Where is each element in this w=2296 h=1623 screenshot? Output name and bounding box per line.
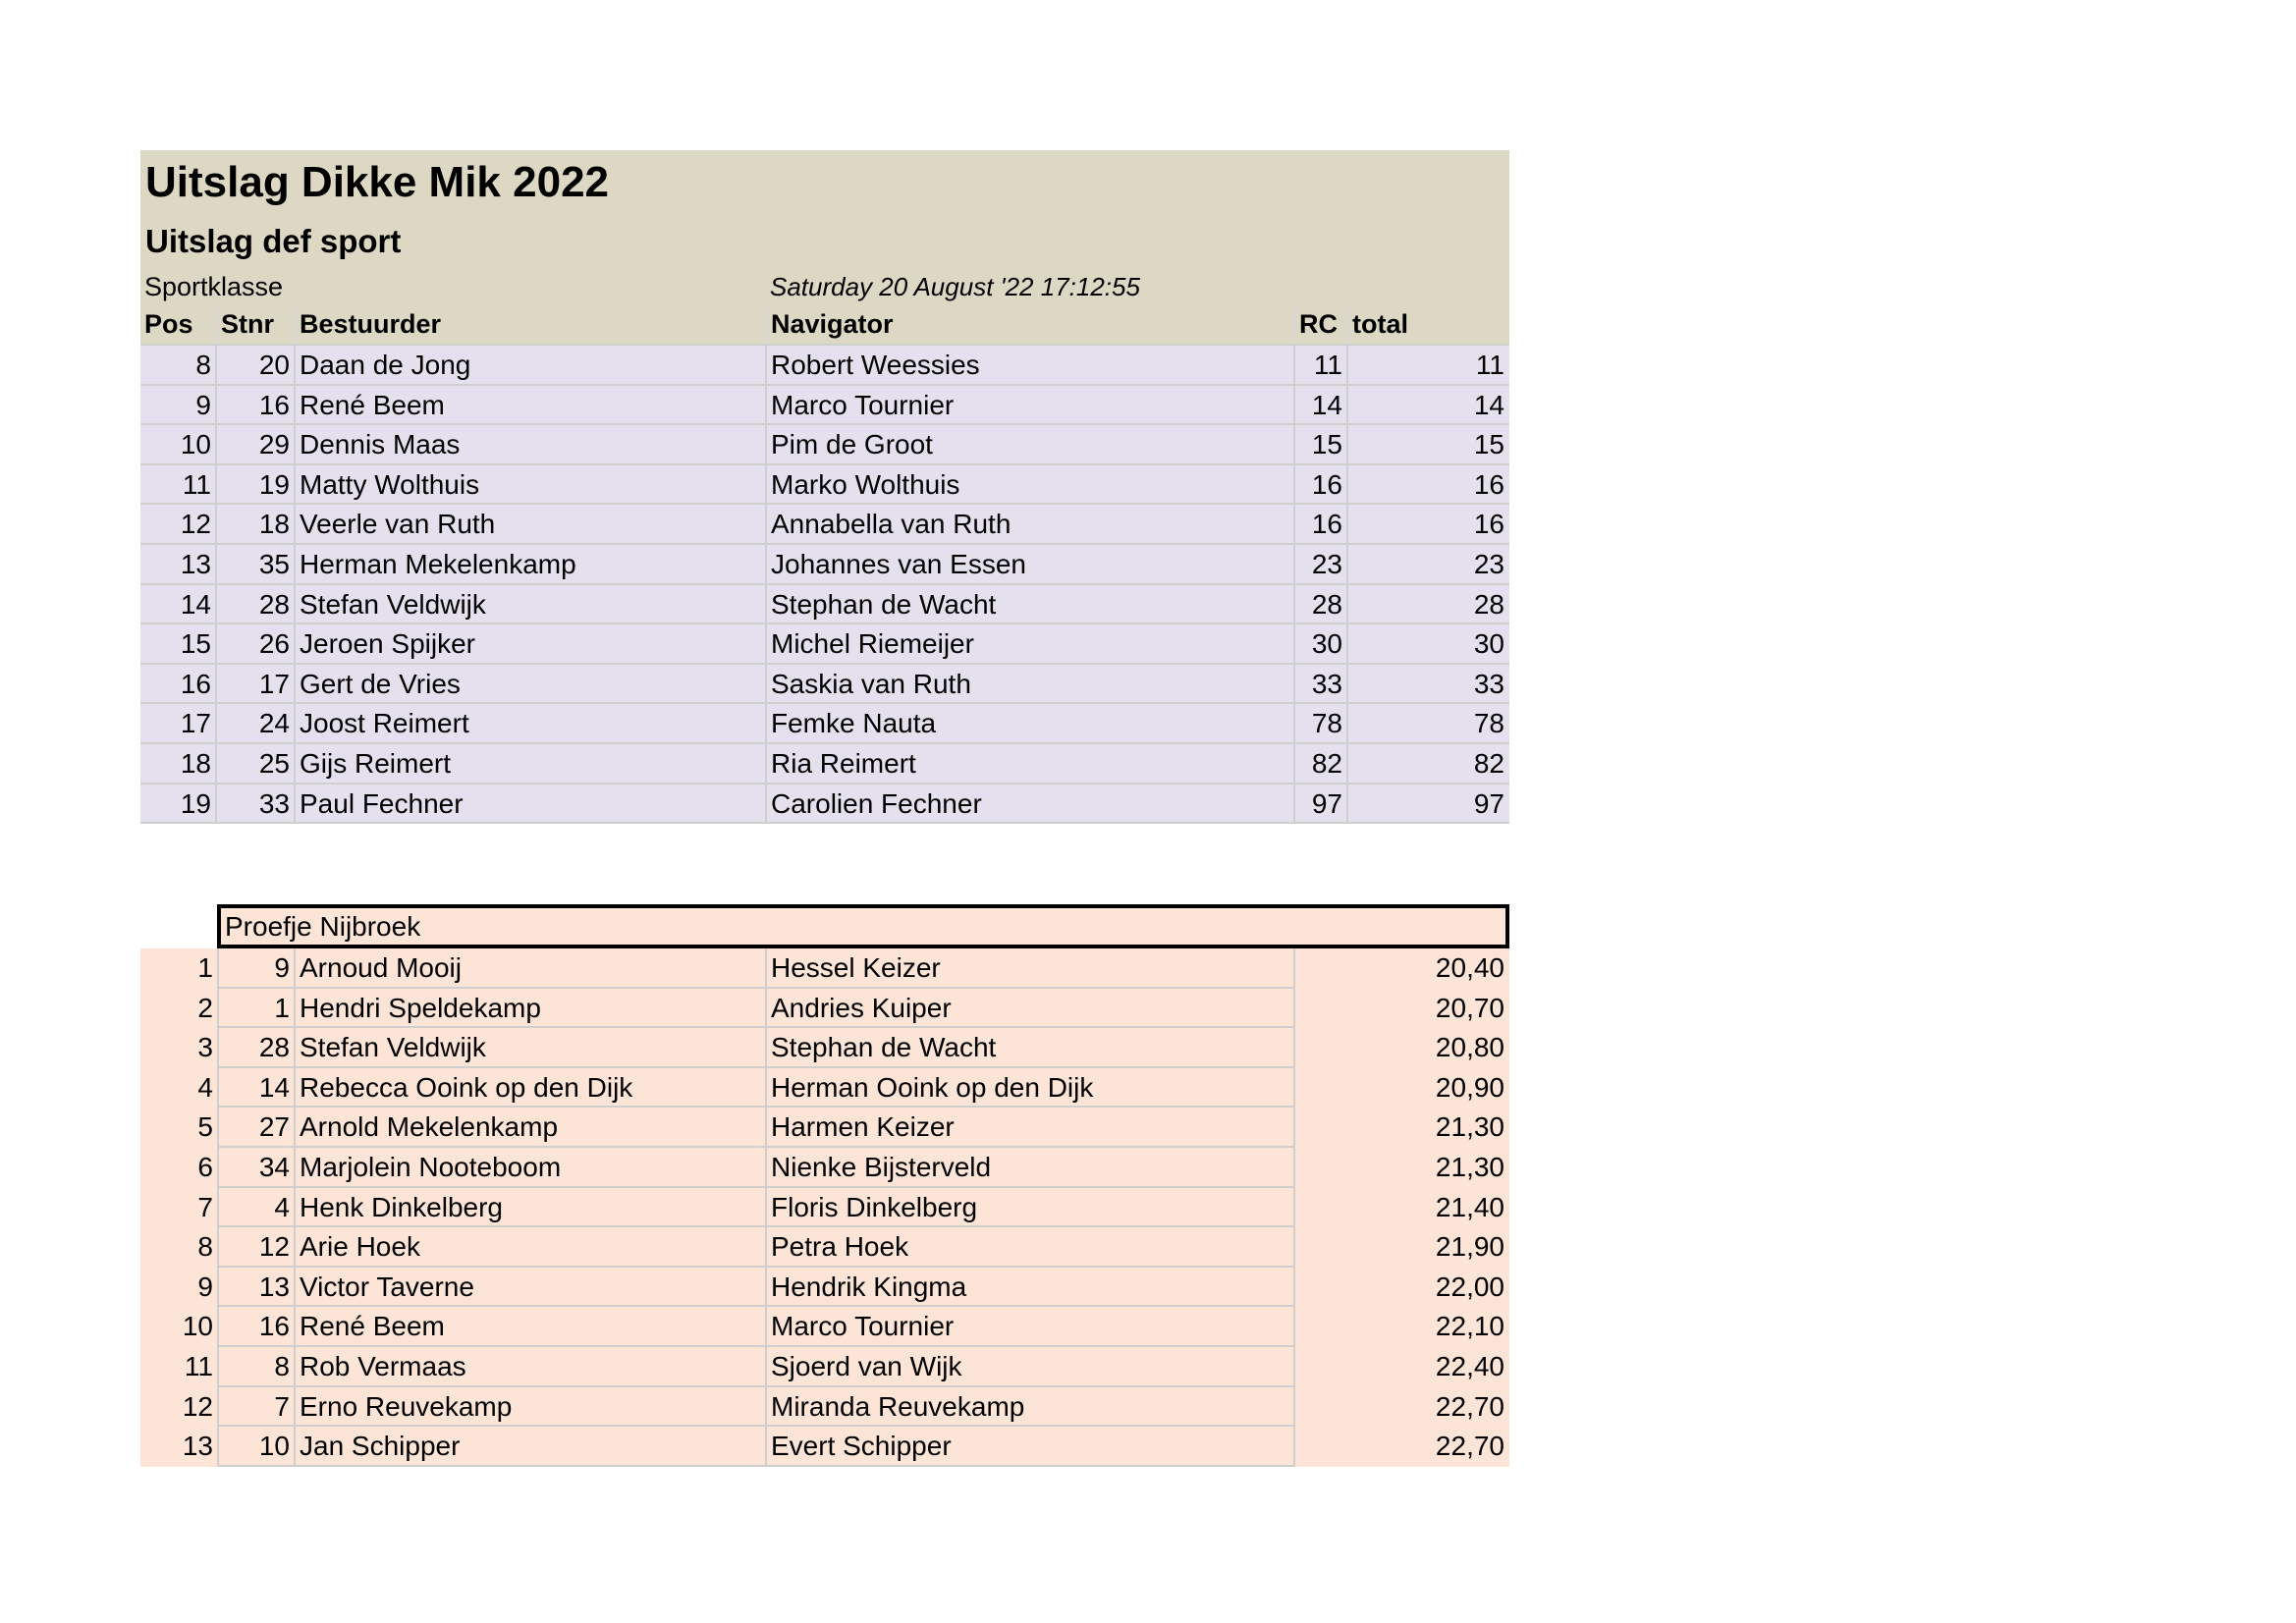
rc-cell: 28 (1295, 585, 1348, 623)
pos-cell: 7 (197, 1191, 213, 1222)
table1-body (140, 344, 1509, 824)
driver-cell: Jeroen Spijker (296, 624, 767, 663)
navigator-cell: Marco Tournier (767, 386, 1295, 424)
time-cell: 22,70 (1435, 1390, 1504, 1422)
table-row (140, 622, 1509, 663)
total-cell: 16 (1473, 509, 1504, 540)
driver-cell: Joost Reimert (296, 704, 767, 742)
total-cell: 15 (1473, 429, 1504, 460)
table-row (140, 1268, 1509, 1308)
table-row (140, 1068, 1509, 1109)
navigator-cell: Michel Riemeijer (767, 624, 1295, 663)
col-header-navigator: Navigator (767, 305, 1295, 344)
table-row (140, 1028, 1509, 1068)
total-cell: 33 (1473, 668, 1504, 699)
pos-cell: 1 (197, 952, 213, 983)
driver-cell: Gert de Vries (296, 665, 767, 703)
table-row (140, 663, 1509, 703)
col-header-driver: Bestuurder (296, 305, 767, 344)
col-header-pos: Pos (140, 305, 217, 344)
rc-cell: 78 (1295, 704, 1348, 742)
driver-cell: Stefan Veldwijk (296, 1028, 767, 1068)
rc-cell: 33 (1295, 665, 1348, 703)
driver-cell: Rob Vermaas (296, 1347, 767, 1387)
rc-cell: 23 (1295, 545, 1348, 583)
table-row (140, 1148, 1509, 1188)
stnr-cell: 19 (217, 465, 296, 504)
table2-body (140, 948, 1509, 1467)
table-row (140, 948, 1509, 989)
pos-cell: 10 (140, 425, 217, 463)
table-row (140, 1347, 1509, 1387)
driver-cell: Daan de Jong (296, 346, 767, 384)
rc-cell: 15 (1295, 425, 1348, 463)
total-cell: 11 (1475, 350, 1504, 380)
rc-cell: 82 (1295, 744, 1348, 783)
pos-cell: 18 (140, 744, 217, 783)
driver-cell: Jan Schipper (296, 1427, 767, 1467)
pos-cell: 4 (197, 1071, 213, 1103)
time-cell: 22,40 (1435, 1350, 1504, 1381)
navigator-cell: Johannes van Essen (767, 545, 1295, 583)
navigator-cell: Petra Hoek (767, 1227, 1295, 1268)
navigator-cell: Sjoerd van Wijk (767, 1347, 1295, 1387)
stnr-cell: 14 (217, 1068, 296, 1109)
table-row (140, 1108, 1509, 1148)
pos-cell: 12 (182, 1390, 213, 1422)
driver-cell: Paul Fechner (296, 784, 767, 823)
pos-cell: 9 (197, 1271, 213, 1302)
navigator-cell: Andries Kuiper (767, 989, 1295, 1029)
pos-cell: 8 (140, 346, 217, 384)
page-subtitle: Uitslag def sport (145, 223, 402, 259)
timestamp: Saturday 20 August '22 17:12:55 (770, 272, 1140, 301)
navigator-cell: Herman Ooink op den Dijk (767, 1068, 1295, 1109)
navigator-cell: Femke Nauta (767, 704, 1295, 742)
pos-cell: 12 (140, 505, 217, 543)
driver-cell: Gijs Reimert (296, 744, 767, 783)
pos-cell: 3 (197, 1032, 213, 1063)
section-proefje (140, 904, 1509, 1467)
table-row (140, 423, 1509, 463)
driver-cell: Arnoud Mooij (296, 948, 767, 989)
driver-cell: Erno Reuvekamp (296, 1387, 767, 1428)
table-row (140, 463, 1509, 504)
col-header-rc: RC (1295, 305, 1348, 344)
navigator-cell: Stephan de Wacht (767, 1028, 1295, 1068)
stnr-cell: 27 (217, 1108, 296, 1148)
stnr-cell: 28 (217, 1028, 296, 1068)
time-cell: 20,90 (1435, 1071, 1504, 1103)
class-label: Sportklasse (144, 272, 284, 301)
table-row (140, 742, 1509, 783)
driver-cell: Rebecca Ooink op den Dijk (296, 1068, 767, 1109)
total-cell: 14 (1473, 389, 1504, 420)
pos-cell: 16 (140, 665, 217, 703)
section-title: Proefje Nijbroek (217, 904, 1509, 948)
navigator-cell: Annabella van Ruth (767, 505, 1295, 543)
navigator-cell: Evert Schipper (767, 1427, 1295, 1467)
total-cell: 30 (1473, 628, 1504, 660)
stnr-cell: 24 (217, 704, 296, 742)
navigator-cell: Carolien Fechner (767, 784, 1295, 823)
driver-cell: Hendri Speldekamp (296, 989, 767, 1029)
driver-cell: Marjolein Nooteboom (296, 1148, 767, 1188)
pos-cell: 13 (140, 545, 217, 583)
time-cell: 20,80 (1435, 1032, 1504, 1063)
table-row (140, 503, 1509, 543)
table-row (140, 783, 1509, 823)
sheet-header (140, 150, 1509, 305)
pos-cell: 13 (182, 1431, 213, 1462)
driver-cell: Victor Taverne (296, 1268, 767, 1308)
stnr-cell: 17 (217, 665, 296, 703)
rc-cell: 97 (1295, 784, 1348, 823)
pos-cell: 15 (140, 624, 217, 663)
stnr-cell: 35 (217, 545, 296, 583)
rc-cell: 30 (1295, 624, 1348, 663)
pos-cell: 6 (197, 1151, 213, 1182)
table-row (140, 344, 1509, 384)
table-row (140, 702, 1509, 742)
table-row (140, 384, 1509, 424)
stnr-cell: 13 (217, 1268, 296, 1308)
stnr-cell: 1 (217, 989, 296, 1029)
total-cell: 97 (1473, 787, 1504, 819)
table-row (140, 1307, 1509, 1347)
stnr-cell: 25 (217, 744, 296, 783)
stnr-cell: 28 (217, 585, 296, 623)
stnr-cell: 9 (217, 948, 296, 989)
rc-cell: 11 (1295, 346, 1348, 384)
stnr-cell: 8 (217, 1347, 296, 1387)
navigator-cell: Hessel Keizer (767, 948, 1295, 989)
stnr-cell: 7 (217, 1387, 296, 1428)
time-cell: 21,90 (1435, 1231, 1504, 1263)
navigator-cell: Stephan de Wacht (767, 585, 1295, 623)
pos-cell: 17 (140, 704, 217, 742)
driver-cell: Veerle van Ruth (296, 505, 767, 543)
stnr-cell: 12 (217, 1227, 296, 1268)
table-row (140, 1427, 1509, 1467)
pos-cell: 11 (184, 1350, 213, 1381)
col-header-stnr: Stnr (217, 305, 296, 344)
driver-cell: Henk Dinkelberg (296, 1188, 767, 1228)
total-cell: 78 (1473, 708, 1504, 739)
time-cell: 22,10 (1435, 1311, 1504, 1342)
rc-cell: 14 (1295, 386, 1348, 424)
table-row (140, 989, 1509, 1029)
stnr-cell: 34 (217, 1148, 296, 1188)
navigator-cell: Marco Tournier (767, 1307, 1295, 1347)
navigator-cell: Nienke Bijsterveld (767, 1148, 1295, 1188)
driver-cell: Arnold Mekelenkamp (296, 1108, 767, 1148)
total-cell: 16 (1473, 468, 1504, 500)
total-cell: 82 (1473, 747, 1504, 779)
driver-cell: Stefan Veldwijk (296, 585, 767, 623)
stnr-cell: 29 (217, 425, 296, 463)
navigator-cell: Marko Wolthuis (767, 465, 1295, 504)
driver-cell: Arie Hoek (296, 1227, 767, 1268)
results-sheet (140, 150, 1509, 824)
time-cell: 22,00 (1435, 1271, 1504, 1302)
navigator-cell: Miranda Reuvekamp (767, 1387, 1295, 1428)
driver-cell: Matty Wolthuis (296, 465, 767, 504)
pos-cell: 5 (197, 1111, 213, 1143)
navigator-cell: Floris Dinkelberg (767, 1188, 1295, 1228)
page-title: Uitslag Dikke Mik 2022 (145, 158, 610, 206)
time-cell: 21,30 (1435, 1111, 1504, 1143)
time-cell: 21,40 (1435, 1191, 1504, 1222)
pos-cell: 14 (140, 585, 217, 623)
pos-cell: 11 (140, 465, 217, 504)
time-cell: 20,70 (1435, 992, 1504, 1023)
total-cell: 23 (1473, 548, 1504, 579)
table1-header-row (140, 305, 1509, 344)
pos-cell: 10 (182, 1311, 213, 1342)
time-cell: 20,40 (1435, 952, 1504, 983)
stnr-cell: 33 (217, 784, 296, 823)
navigator-cell: Hendrik Kingma (767, 1268, 1295, 1308)
driver-cell: René Beem (296, 386, 767, 424)
driver-cell: René Beem (296, 1307, 767, 1347)
pos-cell: 2 (197, 992, 213, 1023)
pos-cell: 19 (140, 784, 217, 823)
pos-cell: 8 (197, 1231, 213, 1263)
class-row (140, 268, 1509, 305)
driver-cell: Dennis Maas (296, 425, 767, 463)
stnr-cell: 16 (217, 1307, 296, 1347)
driver-cell: Herman Mekelenkamp (296, 545, 767, 583)
rc-cell: 16 (1295, 465, 1348, 504)
stnr-cell: 16 (217, 386, 296, 424)
table-row (140, 1387, 1509, 1428)
rc-cell: 16 (1295, 505, 1348, 543)
stnr-cell: 4 (217, 1188, 296, 1228)
navigator-cell: Pim de Groot (767, 425, 1295, 463)
stnr-cell: 18 (217, 505, 296, 543)
navigator-cell: Saskia van Ruth (767, 665, 1295, 703)
stnr-cell: 26 (217, 624, 296, 663)
navigator-cell: Harmen Keizer (767, 1108, 1295, 1148)
col-header-total: total (1352, 309, 1408, 339)
stnr-cell: 10 (217, 1427, 296, 1467)
table-row (140, 1188, 1509, 1228)
total-cell: 28 (1473, 588, 1504, 620)
time-cell: 22,70 (1435, 1431, 1504, 1462)
navigator-cell: Ria Reimert (767, 744, 1295, 783)
table-row (140, 543, 1509, 583)
table-row (140, 1227, 1509, 1268)
time-cell: 21,30 (1435, 1151, 1504, 1182)
table-row (140, 583, 1509, 623)
navigator-cell: Robert Weessies (767, 346, 1295, 384)
pos-cell: 9 (140, 386, 217, 424)
stnr-cell: 20 (217, 346, 296, 384)
